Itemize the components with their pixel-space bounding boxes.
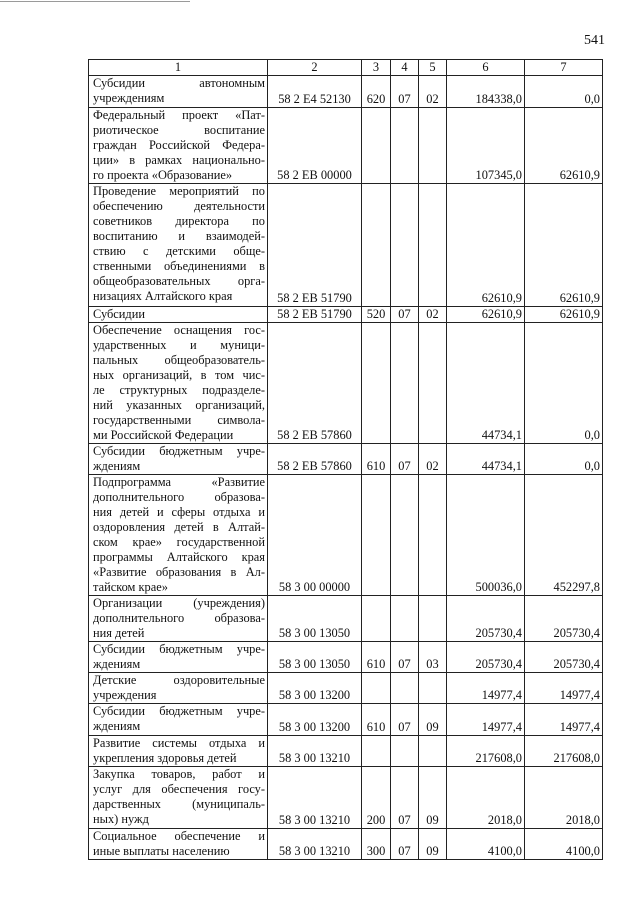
row-col5: 03 bbox=[419, 642, 447, 673]
row-col6: 62610,9 bbox=[447, 184, 525, 307]
table-row bbox=[89, 829, 603, 860]
row-name-line: советников директора по bbox=[93, 214, 265, 228]
row-code: 58 3 00 13200 bbox=[268, 704, 362, 736]
row-name-line: ствию с детскими обще- bbox=[93, 244, 265, 258]
row-col7: 0,0 bbox=[525, 323, 603, 444]
row-code: 58 3 00 13210 bbox=[268, 767, 362, 829]
row-code: 58 2 Е4 52130 bbox=[268, 76, 362, 108]
header-cell: 2 bbox=[268, 60, 362, 76]
table-row bbox=[89, 596, 603, 642]
row-col5: 09 bbox=[419, 767, 447, 829]
header-cell: 4 bbox=[391, 60, 419, 76]
row-name bbox=[89, 829, 268, 860]
row-col3 bbox=[362, 184, 391, 307]
row-col6: 217608,0 bbox=[447, 736, 525, 767]
row-col7: 14977,4 bbox=[525, 673, 603, 704]
row-col3: 520 bbox=[362, 307, 391, 323]
table-row bbox=[89, 673, 603, 704]
row-name-text bbox=[93, 736, 265, 766]
row-name-line: дополнительного образова- bbox=[93, 490, 265, 504]
row-name-text bbox=[93, 596, 265, 641]
row-name-line: Обеспечение оснащения гос- bbox=[93, 323, 265, 337]
row-name-line: ний указанных организаций, bbox=[93, 398, 265, 412]
row-col4 bbox=[391, 475, 419, 596]
row-col6: 4100,0 bbox=[447, 829, 525, 860]
row-col4 bbox=[391, 108, 419, 184]
row-name bbox=[89, 444, 268, 475]
row-col3 bbox=[362, 323, 391, 444]
row-name-line: общеобразовательных орга- bbox=[93, 274, 265, 288]
row-name bbox=[89, 475, 268, 596]
table-row bbox=[89, 704, 603, 736]
row-name-line: Субсидии бюджетным учре- bbox=[93, 704, 265, 718]
row-col3: 300 bbox=[362, 829, 391, 860]
row-col5: 02 bbox=[419, 444, 447, 475]
row-col3 bbox=[362, 736, 391, 767]
row-col4 bbox=[391, 673, 419, 704]
row-col5 bbox=[419, 475, 447, 596]
row-name-line: пальных общеобразователь- bbox=[93, 353, 265, 367]
row-name bbox=[89, 108, 268, 184]
row-name-line: тайском крае» bbox=[93, 580, 168, 594]
row-name-line: ударственных и муници- bbox=[93, 338, 265, 352]
row-name bbox=[89, 184, 268, 307]
row-name-text bbox=[93, 829, 265, 859]
row-col6: 107345,0 bbox=[447, 108, 525, 184]
row-name-line: Развитие системы отдыха и bbox=[93, 736, 265, 750]
row-name-line: граждан Российской Федера- bbox=[93, 138, 265, 152]
row-name-line: воспитанию и взаимодей- bbox=[93, 229, 265, 243]
page-number: 541 bbox=[584, 33, 605, 48]
row-code: 58 2 ЕВ 00000 bbox=[268, 108, 362, 184]
row-col4 bbox=[391, 736, 419, 767]
row-name-line: «Развитие образования в Ал- bbox=[93, 565, 265, 579]
row-col3: 200 bbox=[362, 767, 391, 829]
row-col6: 44734,1 bbox=[447, 323, 525, 444]
row-name-line: ждениям bbox=[93, 657, 141, 671]
row-name-text bbox=[93, 673, 265, 703]
row-name bbox=[89, 596, 268, 642]
row-name-line: Закупка товаров, работ и bbox=[93, 767, 265, 781]
row-col6: 14977,4 bbox=[447, 704, 525, 736]
row-name-line: ле структурных подразделе- bbox=[93, 383, 265, 397]
row-name-line: Подпрограмма «Развитие bbox=[93, 475, 265, 489]
row-code: 58 2 ЕВ 57860 bbox=[268, 444, 362, 475]
row-col6: 14977,4 bbox=[447, 673, 525, 704]
row-col7: 205730,4 bbox=[525, 642, 603, 673]
row-name-text bbox=[93, 307, 265, 322]
row-name bbox=[89, 767, 268, 829]
row-col3 bbox=[362, 673, 391, 704]
row-name-line: программы Алтайского края bbox=[93, 550, 265, 564]
row-col5 bbox=[419, 108, 447, 184]
row-col3: 610 bbox=[362, 704, 391, 736]
row-col7: 2018,0 bbox=[525, 767, 603, 829]
header-cell: 1 bbox=[89, 60, 268, 76]
table-row bbox=[89, 444, 603, 475]
row-name-text bbox=[93, 475, 265, 595]
row-code: 58 3 00 13200 bbox=[268, 673, 362, 704]
row-col3: 620 bbox=[362, 76, 391, 108]
top-rule bbox=[0, 1, 190, 2]
row-name bbox=[89, 642, 268, 673]
row-name-text bbox=[93, 76, 265, 106]
row-col6: 44734,1 bbox=[447, 444, 525, 475]
row-col5 bbox=[419, 736, 447, 767]
row-name-line: Организации (учреждения) bbox=[93, 596, 265, 610]
table-row bbox=[89, 323, 603, 444]
row-name-line: Субсидии бюджетным учре- bbox=[93, 642, 265, 656]
row-col5 bbox=[419, 673, 447, 704]
row-name-line: ственными объединениями в bbox=[93, 259, 265, 273]
row-col3: 610 bbox=[362, 642, 391, 673]
row-name-line: иные выплаты населению bbox=[93, 844, 230, 858]
table-row bbox=[89, 767, 603, 829]
row-col7: 0,0 bbox=[525, 444, 603, 475]
row-name-line: Субсидии bbox=[93, 307, 145, 321]
row-code: 58 2 ЕВ 51790 bbox=[268, 307, 362, 323]
row-name-line: Субсидии бюджетным учре- bbox=[93, 444, 265, 458]
row-col5: 09 bbox=[419, 704, 447, 736]
row-name-line: ных организаций, в том чис- bbox=[93, 368, 265, 382]
row-name-text bbox=[93, 444, 265, 474]
row-col3 bbox=[362, 108, 391, 184]
row-col4 bbox=[391, 184, 419, 307]
row-name-line: дополнительного образова- bbox=[93, 611, 265, 625]
header-cell: 7 bbox=[525, 60, 603, 76]
row-col7: 62610,9 bbox=[525, 184, 603, 307]
row-col6: 500036,0 bbox=[447, 475, 525, 596]
row-col3: 610 bbox=[362, 444, 391, 475]
row-col6: 2018,0 bbox=[447, 767, 525, 829]
row-col7: 14977,4 bbox=[525, 704, 603, 736]
row-code: 58 3 00 13050 bbox=[268, 596, 362, 642]
row-col4 bbox=[391, 596, 419, 642]
row-name-text bbox=[93, 767, 265, 827]
row-col4: 07 bbox=[391, 307, 419, 323]
row-name-line: ждениям bbox=[93, 719, 141, 733]
row-name-line: го проекта «Образование» bbox=[93, 168, 233, 182]
row-name-line: Проведение мероприятий по bbox=[93, 184, 265, 198]
budget-table bbox=[88, 59, 603, 860]
row-col7: 452297,8 bbox=[525, 475, 603, 596]
row-col5: 02 bbox=[419, 307, 447, 323]
row-col7: 205730,4 bbox=[525, 596, 603, 642]
header-cell: 5 bbox=[419, 60, 447, 76]
row-name-text bbox=[93, 184, 265, 304]
row-col6: 205730,4 bbox=[447, 596, 525, 642]
row-name-line: обеспечению деятельности bbox=[93, 199, 265, 213]
row-name-line: риотическое воспитание bbox=[93, 123, 265, 137]
row-name-line: ных) нужд bbox=[93, 812, 149, 826]
row-name bbox=[89, 673, 268, 704]
header-row bbox=[89, 60, 603, 76]
row-col4: 07 bbox=[391, 767, 419, 829]
row-code: 58 3 00 13050 bbox=[268, 642, 362, 673]
row-col4: 07 bbox=[391, 829, 419, 860]
row-col7: 62610,9 bbox=[525, 108, 603, 184]
table-row bbox=[89, 76, 603, 108]
row-name-text bbox=[93, 704, 265, 734]
row-col7: 4100,0 bbox=[525, 829, 603, 860]
row-code: 58 3 00 13210 bbox=[268, 736, 362, 767]
row-name-line: учреждения bbox=[93, 688, 157, 702]
row-code: 58 3 00 00000 bbox=[268, 475, 362, 596]
row-col5: 09 bbox=[419, 829, 447, 860]
row-col3 bbox=[362, 596, 391, 642]
row-col7: 62610,9 bbox=[525, 307, 603, 323]
row-col6: 205730,4 bbox=[447, 642, 525, 673]
row-name-text bbox=[93, 108, 265, 183]
row-name bbox=[89, 323, 268, 444]
row-name-line: ния детей bbox=[93, 626, 145, 640]
row-col3 bbox=[362, 475, 391, 596]
table-row bbox=[89, 736, 603, 767]
row-name-line: государственными символа- bbox=[93, 413, 265, 427]
row-name-line: Детские оздоровительные bbox=[93, 673, 265, 687]
row-col5: 02 bbox=[419, 76, 447, 108]
row-name-line: Федеральный проект «Пат- bbox=[93, 108, 265, 122]
row-col5 bbox=[419, 184, 447, 307]
row-name-line: ми Российской Федерации bbox=[93, 428, 234, 442]
row-name-line: учреждениям bbox=[93, 91, 165, 105]
row-name-line: укрепления здоровья детей bbox=[93, 751, 237, 765]
row-name-line: ния детей и сферы отдыха и bbox=[93, 505, 265, 519]
table-row bbox=[89, 108, 603, 184]
row-col7: 0,0 bbox=[525, 76, 603, 108]
header-cell: 6 bbox=[447, 60, 525, 76]
row-col4: 07 bbox=[391, 444, 419, 475]
row-name bbox=[89, 704, 268, 736]
row-code: 58 2 ЕВ 57860 bbox=[268, 323, 362, 444]
row-col7: 217608,0 bbox=[525, 736, 603, 767]
row-col4 bbox=[391, 323, 419, 444]
row-name-text bbox=[93, 642, 265, 672]
row-name-line: ждениям bbox=[93, 459, 141, 473]
row-code: 58 2 ЕВ 51790 bbox=[268, 184, 362, 307]
row-name-line: ском крае» государственной bbox=[93, 535, 265, 549]
row-code: 58 3 00 13210 bbox=[268, 829, 362, 860]
table-row bbox=[89, 642, 603, 673]
row-col4: 07 bbox=[391, 704, 419, 736]
table-row bbox=[89, 307, 603, 323]
row-col6: 184338,0 bbox=[447, 76, 525, 108]
row-name-text bbox=[93, 323, 265, 443]
row-name-line: дарственных (муниципаль- bbox=[93, 797, 265, 811]
row-name-line: оздоровления детей в Алтай- bbox=[93, 520, 265, 534]
row-name-line: ции» в рамках национально- bbox=[93, 153, 265, 167]
header-cell: 3 bbox=[362, 60, 391, 76]
table-row bbox=[89, 184, 603, 307]
row-col6: 62610,9 bbox=[447, 307, 525, 323]
row-name bbox=[89, 736, 268, 767]
table-row bbox=[89, 475, 603, 596]
row-name-line: Социальное обеспечение и bbox=[93, 829, 265, 843]
row-name-line: услуг для обеспечения госу- bbox=[93, 782, 265, 796]
row-col4: 07 bbox=[391, 76, 419, 108]
row-name-line: Субсидии автономным bbox=[93, 76, 265, 90]
row-col4: 07 bbox=[391, 642, 419, 673]
row-name-line: низациях Алтайского края bbox=[93, 289, 233, 303]
row-col5 bbox=[419, 323, 447, 444]
row-col5 bbox=[419, 596, 447, 642]
row-name bbox=[89, 76, 268, 108]
row-name bbox=[89, 307, 268, 323]
